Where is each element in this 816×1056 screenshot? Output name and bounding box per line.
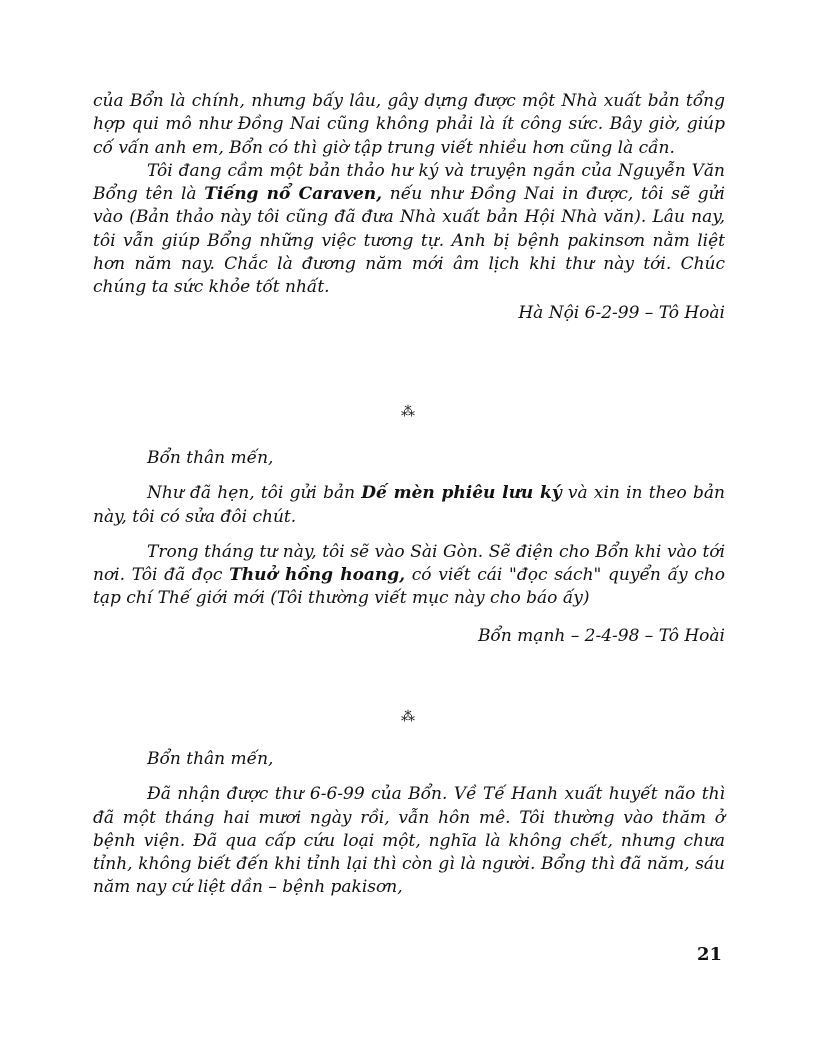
paragraph	[93, 482, 725, 529]
letter-section-1	[93, 90, 725, 325]
paragraph-text: nếu như Đồng Nai in được, tôi sẽ gửi vào (Bản thảo này tôi cũng đã đưa Nhà xuất bản Hội Nhà văn). Lâu nay, tôi vẫn giúp Bổng những việc tương tự. Anh bị bệnh pakinsơn nằm liệt hơn năm nay. Chắc là đương năm mới âm lịch khi thư này tới. Chúc chúng ta sức khỏe tốt nhất.	[93, 184, 725, 298]
paragraph-manuscript	[93, 160, 725, 300]
salutation: Bổn thân mến,	[147, 749, 274, 769]
signature-line: Hà Nội 6-2-99 – Tô Hoài	[518, 302, 725, 323]
work-title: Thuở hồng hoang,	[229, 565, 406, 586]
paragraph	[93, 541, 725, 611]
letter-section-2	[93, 447, 725, 648]
section-divider-icon: ⁂	[401, 404, 415, 420]
paragraph-text: có viết cái "đọc sách" quyển ấy cho tạp chí Thế giới mới (Tôi thường viết mục này cho báo ấy)	[93, 565, 725, 609]
signature-line: Bổn mạnh – 2-4-98 – Tô Hoài	[477, 625, 725, 646]
paragraph-text: và xin in theo bản này, tôi có sửa đôi chút.	[93, 483, 725, 527]
continued-paragraph: của Bổn là chính, nhưng bấy lâu, gây dựng được một Nhà xuất bản tổng hợp qui mô như Đồng Nai cũng không phải là ít công sức. Bây giờ, giúp cố vấn anh em, Bổn có thì giờ tập trung viết nhiều hơn cũng là cần.	[93, 91, 725, 158]
letter-section-3	[93, 748, 725, 900]
work-title: Tiếng nổ Caraven,	[204, 184, 383, 205]
section-divider-icon: ⁂	[401, 709, 415, 725]
salutation: Bổn thân mến,	[147, 448, 274, 468]
paragraph: Đã nhận được thư 6-6-99 của Bổn. Về Tế Hanh xuất huyết não thì đã một tháng hai mươi ngày rồi, vẫn hôn mê. Tôi thường vào thăm ở bệnh viện. Đã qua cấp cứu loại một, nghĩa là không chết, nhưng chưa tỉnh, không biết đến khi tỉnh lại thì còn gì là người. Bổng thì đã năm, sáu năm nay cứ liệt dần – bệnh pakisơn,	[93, 784, 725, 898]
page-number: 21	[696, 944, 722, 965]
work-title: Dế mèn phiêu lưu ký	[361, 483, 562, 504]
paragraph-text: Tôi đang cầm một bản thảo hư ký và truyện ngắn của Nguyễn Văn Bổng tên là	[93, 160, 725, 205]
paragraph-text: Trong tháng tư này, tôi sẽ vào Sài Gòn. Sẽ điện cho Bổn khi vào tới nơi. Tôi đã đọc	[93, 541, 725, 586]
paragraph-text: Như đã hẹn, tôi gửi bản	[147, 483, 362, 504]
